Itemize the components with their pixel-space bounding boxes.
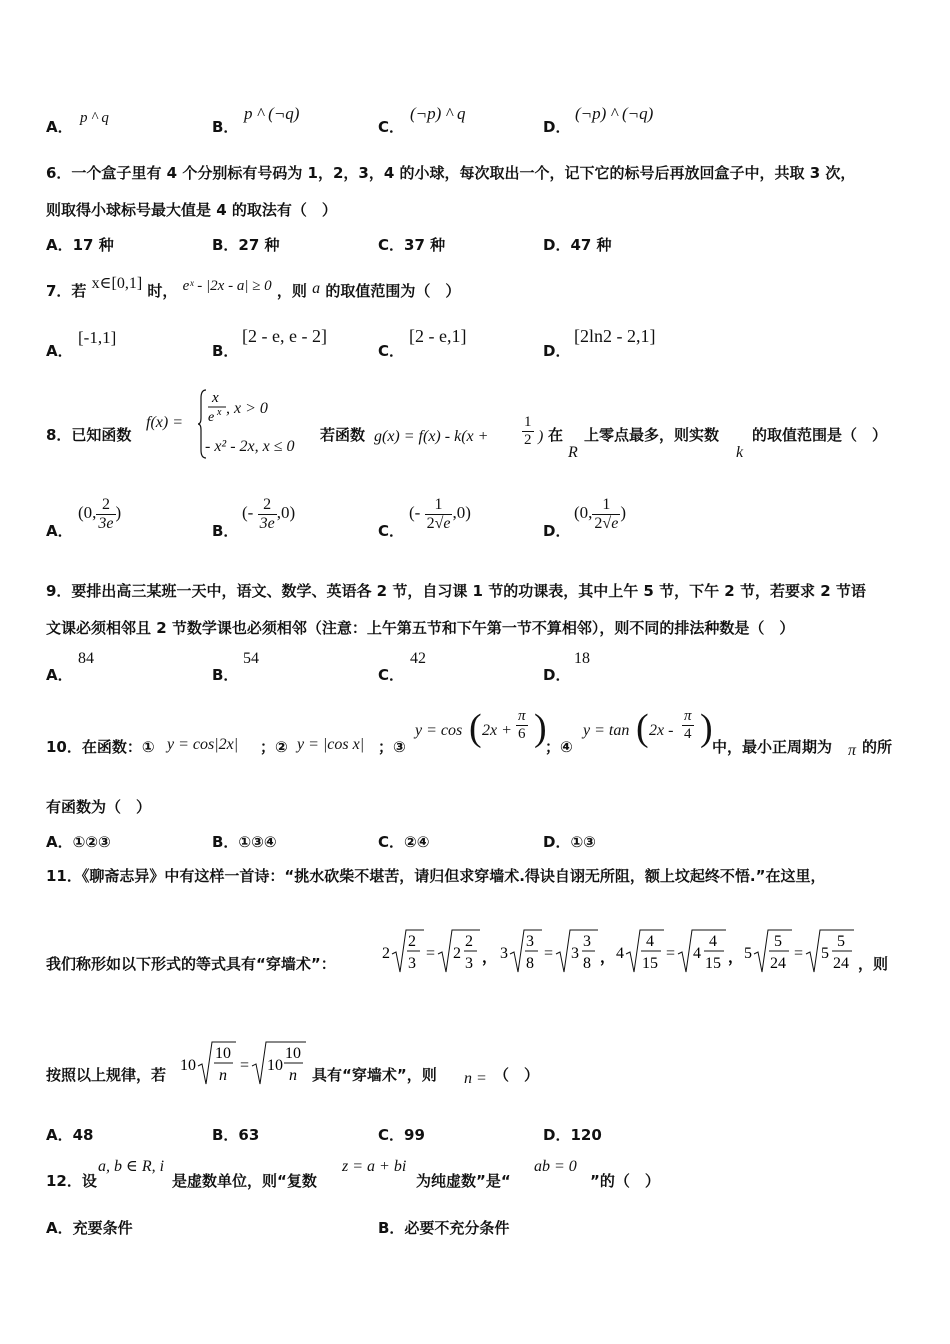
q10-option-a: A．①②③: [46, 833, 111, 851]
q10-f1: y = cos|2x|: [167, 736, 239, 753]
q11-line1: 11．《聊斋志异》中有这样一首诗：“挑水砍柴不堪苦，请归但求穿墙术.得诀自诩无所阻，额上坟起终不悟.”在这里，: [46, 867, 826, 885]
q10-f3b: 2x +: [482, 722, 512, 739]
q9-label-a: A．: [46, 666, 73, 684]
q5-option-b: p ^ (¬q): [244, 104, 300, 123]
q7-label-a: A．: [46, 342, 73, 360]
svg-text:2: 2: [465, 933, 473, 950]
q10-f2: y = |cos x|: [297, 736, 365, 753]
q7-variable: a: [312, 280, 321, 297]
q8-k: k: [736, 444, 744, 461]
q11-n-equals: n =: [464, 1070, 487, 1087]
q6-option-b: B．27 种: [212, 236, 280, 254]
svg-text:5: 5: [774, 933, 782, 950]
svg-text:，: ，: [482, 950, 498, 966]
q8-mid1: 若函数: [320, 426, 366, 444]
q10-s3: ；③: [378, 738, 406, 756]
svg-text:4: 4: [616, 945, 624, 962]
q10-option-d: D．①③: [543, 833, 596, 851]
q9-option-c: 42: [410, 650, 426, 667]
q9-label-c: C．: [378, 666, 405, 684]
q9-option-a: 84: [78, 650, 94, 667]
q8-mid3: 上零点最多，则实数: [584, 426, 720, 444]
svg-text:n: n: [219, 1067, 227, 1084]
q11-line3-pre: 按照以上规律，若: [46, 1066, 167, 1084]
q8-case1: , x > 0: [226, 400, 268, 417]
q5-option-d: (¬p) ^ (¬q): [575, 104, 654, 123]
q5-label-d: D．: [543, 118, 571, 136]
q11-option-d: D．120: [543, 1126, 602, 1144]
svg-text:15: 15: [705, 955, 721, 972]
q11-line3-end: （ ）: [494, 1066, 540, 1084]
q9-line2: 文课必须相邻且 2 节数学课也必须相邻（注意：上午第五节和下午第一节不算相邻），则不同的排法种数是（ ）: [46, 619, 795, 637]
q5-option-c: (¬p) ^ q: [410, 104, 466, 123]
q7-inequality: eˣ - |2x - a| ≥ 0: [182, 278, 272, 294]
q7-tail2: 的取值范围为（ ）: [325, 282, 461, 300]
svg-text:15: 15: [642, 955, 658, 972]
q6-option-a: A．17 种: [46, 236, 114, 254]
svg-text:24: 24: [770, 955, 786, 972]
q6-line2: 则取得小球标号最大值是 4 的取法有（ ）: [46, 201, 337, 219]
q10-f4a: y = tan: [583, 722, 630, 739]
q10-mid: 中，最小正周期为: [712, 738, 833, 756]
svg-text:3: 3: [583, 933, 591, 950]
svg-text:8: 8: [526, 955, 534, 972]
q7-option-a: [-1,1]: [78, 328, 117, 347]
q5-label-b: B．: [212, 118, 239, 136]
svg-text:3: 3: [500, 945, 508, 962]
q8-gx-end: ): [538, 428, 544, 445]
svg-text:x: x: [217, 407, 222, 418]
svg-text:5: 5: [744, 945, 752, 962]
q9-label-b: B．: [212, 666, 239, 684]
q8-label-b: B．: [212, 522, 239, 540]
q12-option-b: B．必要不充分条件: [378, 1219, 510, 1237]
q7-label-c: C．: [378, 342, 405, 360]
svg-text:3: 3: [526, 933, 534, 950]
q10-s2: ；②: [260, 738, 288, 756]
q11-option-a: A．48: [46, 1126, 94, 1144]
q8-tail: 的取值范围是（ ）: [752, 426, 888, 444]
q10-number: 10．在函数：①: [46, 738, 155, 756]
svg-text:5: 5: [837, 933, 845, 950]
svg-text:=: =: [666, 945, 676, 962]
q5-label-a: A．: [46, 118, 73, 136]
svg-text:3: 3: [408, 955, 416, 972]
svg-text:10: 10: [215, 1045, 231, 1062]
q7-label-b: B．: [212, 342, 239, 360]
svg-text:=: =: [544, 945, 554, 962]
q12-mid2: 为纯虚数”是“: [416, 1172, 511, 1190]
q10-f3a: y = cos: [415, 722, 463, 739]
q6-option-d: D．47 种: [543, 236, 612, 254]
q11-examples: [380, 922, 880, 982]
svg-text:4: 4: [646, 933, 654, 950]
svg-text:x: x: [212, 390, 219, 406]
q8-half-fraction: $\frac{1}{2}$: [524, 414, 532, 448]
svg-text:10: 10: [285, 1045, 301, 1062]
svg-text:2: 2: [382, 945, 390, 962]
q8-option-a: (0, $\frac{2}{3e}$ ): [78, 496, 122, 532]
q10-f4-paren-open: (: [636, 707, 649, 749]
q8-option-b: (- $\frac{2}{3e}$ ,0): [242, 496, 296, 532]
svg-text:=: =: [240, 1057, 250, 1074]
svg-text:10: 10: [267, 1057, 283, 1074]
q7-option-d: [2ln2 - 2,1]: [574, 326, 656, 346]
q8-R: R: [568, 444, 578, 461]
q5-option-a: p ^ q: [80, 110, 109, 126]
q8-option-d: (0, $\frac{1}{2√e}$ ): [574, 496, 626, 532]
q8-mid2: 在: [548, 426, 564, 444]
q7-when: 时，: [147, 282, 178, 300]
svg-text:10: 10: [180, 1057, 196, 1074]
svg-text:4: 4: [709, 933, 717, 950]
q11-option-c: C．99: [378, 1126, 425, 1144]
q10-f4b: 2x -: [649, 722, 674, 739]
q12-option-a: A．充要条件: [46, 1219, 133, 1237]
q10-f3-fraction: $\frac{\pi}{6}$: [518, 708, 526, 742]
q10-f4-paren-close: ): [700, 707, 713, 749]
svg-text:3: 3: [465, 955, 473, 972]
q11-line3-mid: 具有“穿墙术”，则: [312, 1066, 437, 1084]
svg-text:，: ，: [600, 950, 616, 966]
svg-text:8: 8: [583, 955, 591, 972]
q8-number: 8．已知函数: [46, 426, 132, 444]
q10-s4: ；④: [545, 738, 573, 756]
q10-f3-paren-open: (: [469, 707, 482, 749]
q10-f4-fraction: $\frac{\pi}{4}$: [684, 708, 692, 742]
q10-option-c: C．②④: [378, 833, 430, 851]
svg-text:2: 2: [408, 933, 416, 950]
q8-option-c: (- $\frac{1}{2√e}$ ,0): [409, 496, 471, 532]
q7-stem: [46, 275, 461, 301]
q10-pi: π: [848, 742, 857, 759]
q12-z: z = a + bi: [342, 1158, 407, 1175]
q9-option-d: 18: [574, 650, 590, 667]
q12-tail: ”的（ ）: [590, 1172, 660, 1190]
q7-option-c: [2 - e,1]: [409, 326, 467, 346]
q6-line1: 6．一个盒子里有 4 个分别标有号码为 1，2，3，4 的小球，每次取出一个，记下它的标号后再放回盒子中，共取 3 次，: [46, 164, 856, 182]
q8-label-c: C．: [378, 522, 405, 540]
q11-line2-end: ，则: [858, 955, 889, 973]
q10-tail: 的所: [862, 738, 893, 756]
q12-ab: ab = 0: [534, 1158, 577, 1175]
q12-set: a, b ∈ R, i: [98, 1158, 165, 1175]
q8-fx: f(x) =: [146, 414, 183, 431]
q11-line2-pre: 我们称形如以下形式的等式具有“穿墙术”：: [46, 955, 336, 973]
q7-tail1: ，则: [276, 282, 307, 300]
q8-case2: - x² - 2x, x ≤ 0: [205, 438, 295, 455]
svg-text:=: =: [426, 945, 436, 962]
q12-number: 12．设: [46, 1172, 97, 1190]
q7-label-d: D．: [543, 342, 571, 360]
svg-text:5: 5: [821, 945, 829, 962]
svg-text:n: n: [289, 1067, 297, 1084]
q11-option-b: B．63: [212, 1126, 260, 1144]
q6-option-c: C．37 种: [378, 236, 446, 254]
svg-text:=: =: [794, 945, 804, 962]
q12-mid1: 是虚数单位，则“复数: [172, 1172, 317, 1190]
q10-option-b: B．①③④: [212, 833, 277, 851]
q9-label-d: D．: [543, 666, 571, 684]
svg-text:4: 4: [693, 945, 701, 962]
q8-label-a: A．: [46, 522, 73, 540]
svg-text:e: e: [208, 410, 215, 425]
q8-label-d: D．: [543, 522, 571, 540]
q9-line1: 9．要排出高三某班一天中，语文、数学、英语各 2 节，自习课 1 节的功课表，其中上午 5 节，下午 2 节，若要求 2 节语: [46, 582, 866, 600]
q10-line2: 有函数为（ ）: [46, 798, 152, 816]
q11-condition-formula: [178, 1034, 312, 1094]
svg-text:3: 3: [571, 945, 579, 962]
q7-option-b: [2 - e, e - 2]: [242, 326, 327, 346]
q9-option-b: 54: [243, 650, 259, 667]
q5-label-c: C．: [378, 118, 405, 136]
svg-text:24: 24: [833, 955, 849, 972]
q8-gx: g(x) = f(x) - k(x +: [374, 428, 489, 445]
svg-text:，: ，: [728, 950, 744, 966]
svg-text:2: 2: [453, 945, 461, 962]
q10-f3-paren-close: ): [534, 707, 547, 749]
q7-condition: x∈[0,1]: [91, 275, 143, 292]
q7-number: 7．若: [46, 282, 87, 300]
